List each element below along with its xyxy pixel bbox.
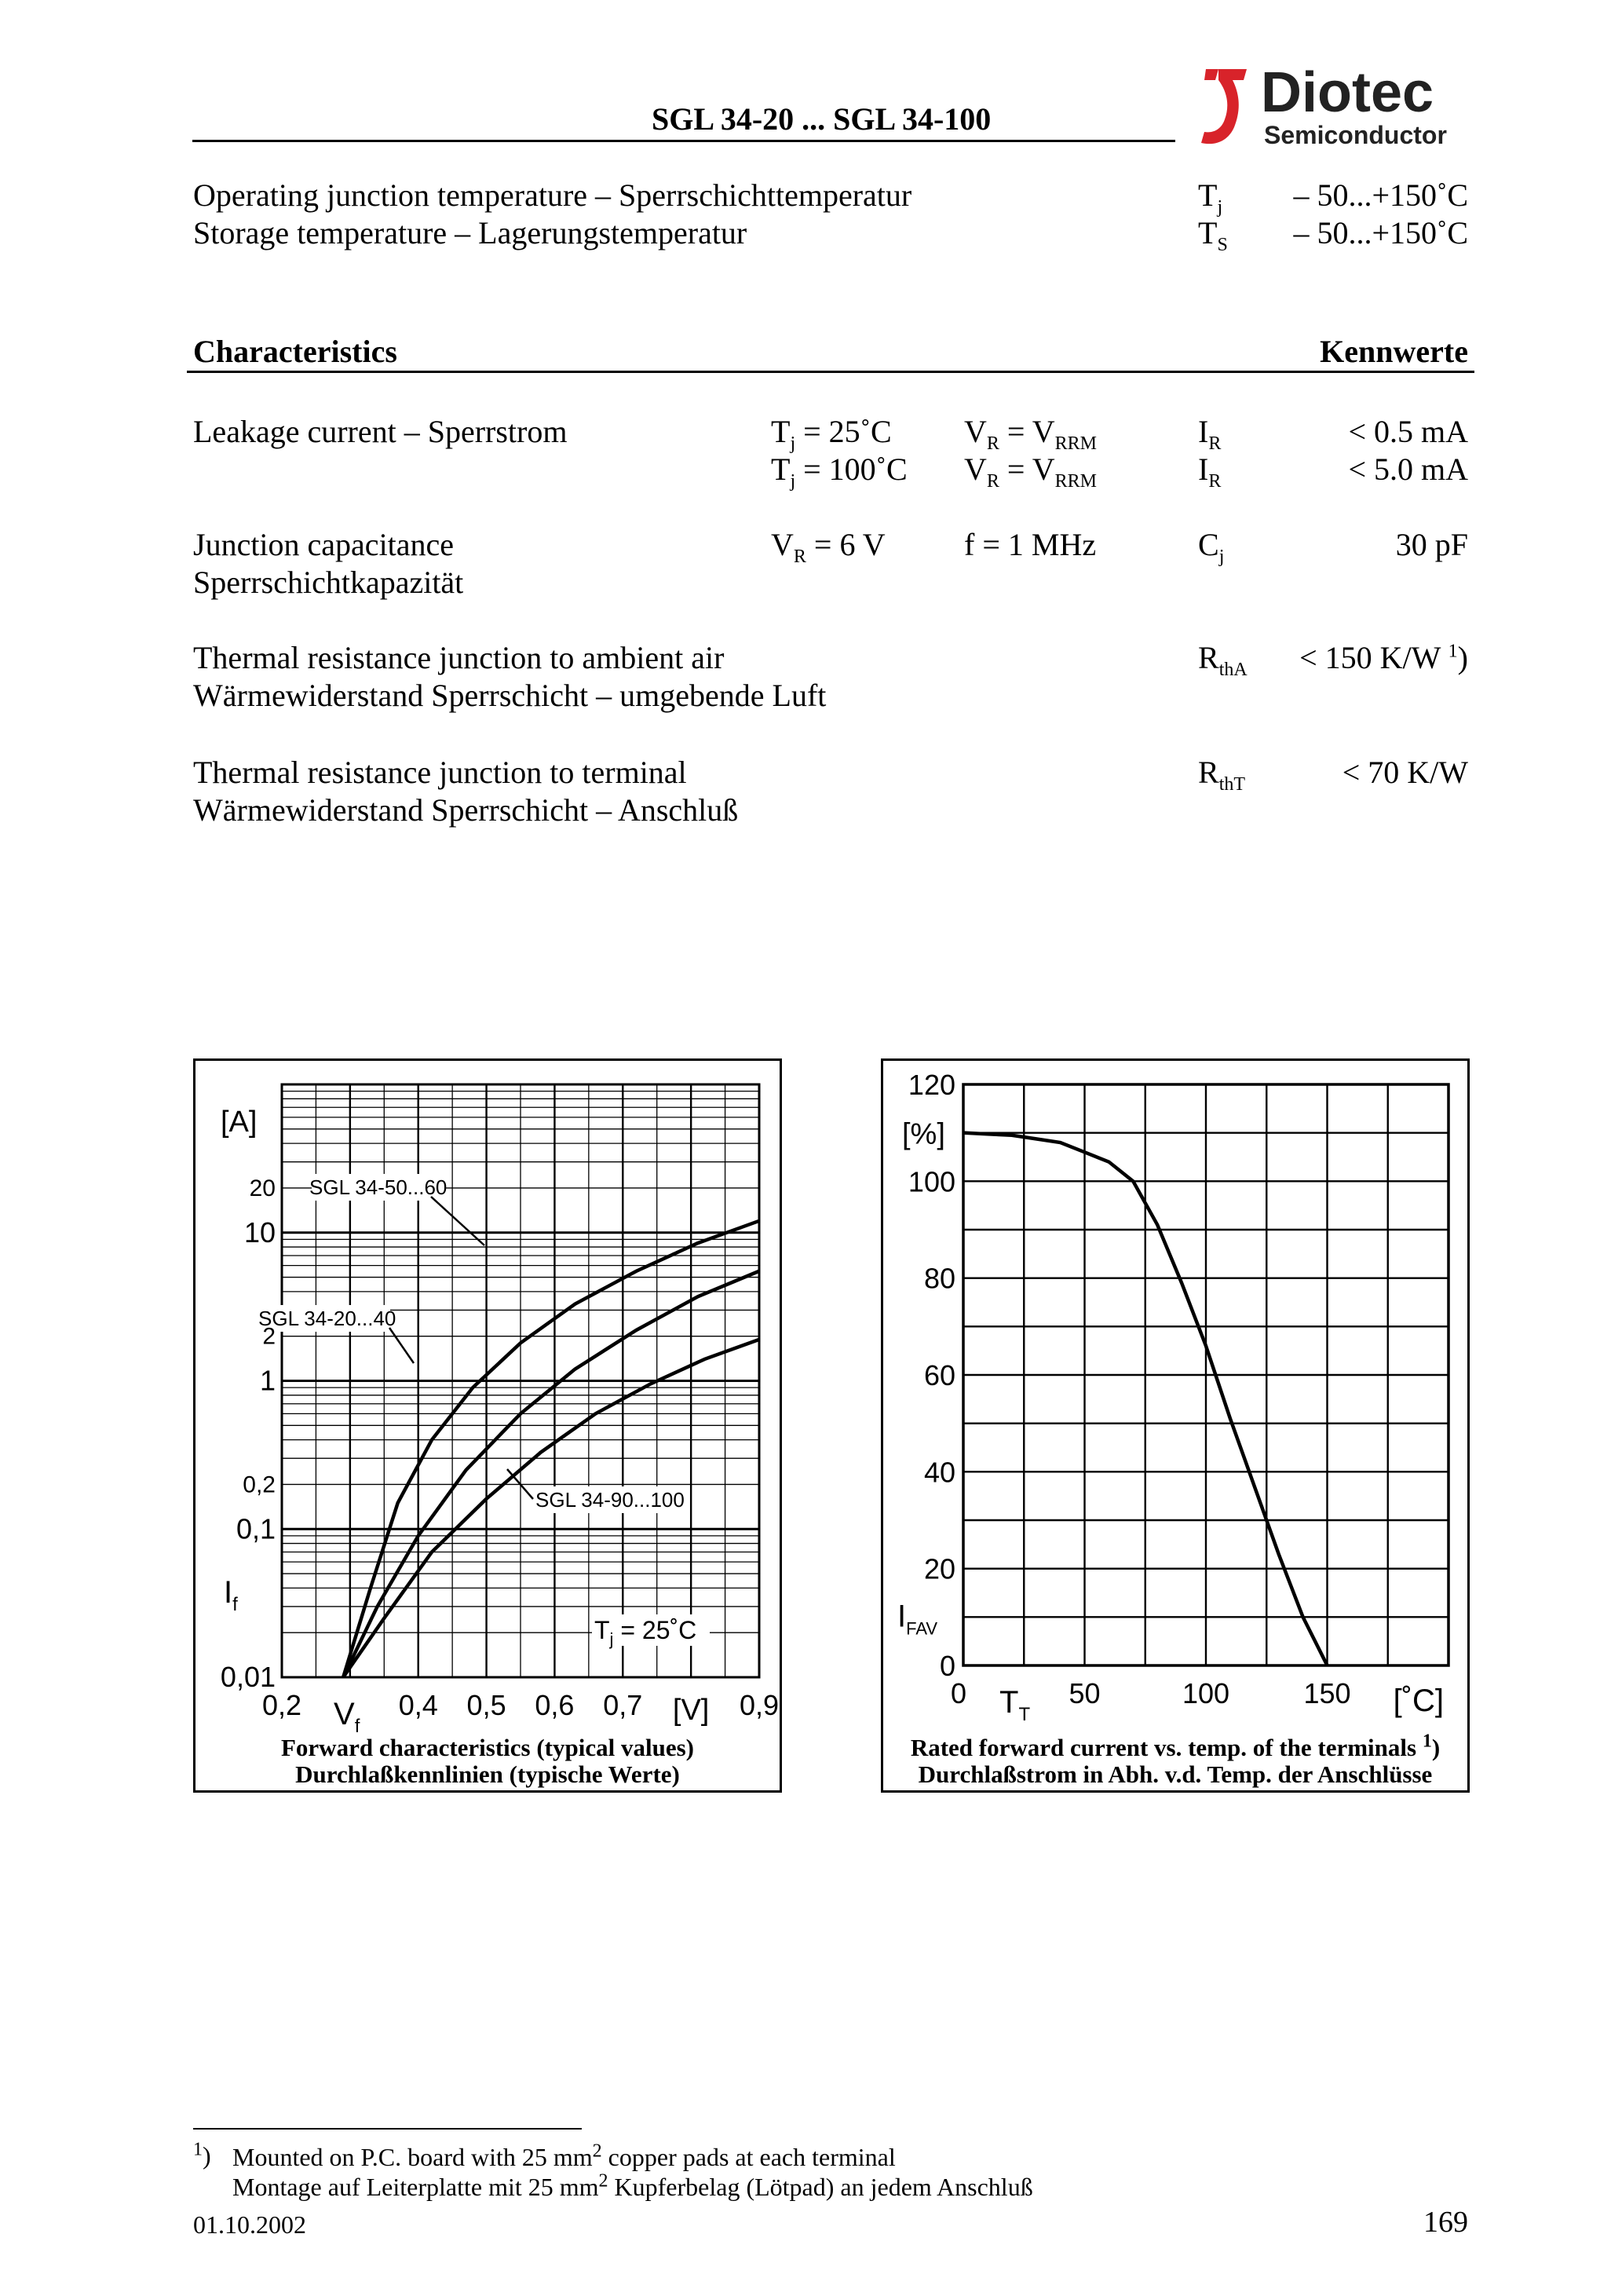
y-tick-label: 80 [923,1262,955,1295]
capacitance-cond-voltage: $V_R = 6$ V [771,527,886,567]
page-title: SGL 34-20 ... SGL 34-100 [652,101,992,137]
footnote-rule [193,2128,582,2130]
rtht-label: Thermal resistance junction to terminal [193,755,687,790]
forward-characteristics-chart [193,1058,782,1793]
capacitance-value: 30 pF [1395,527,1468,562]
x-axis-unit: [˚C] [1393,1684,1444,1718]
rating-symbol: $T_j$ [1198,177,1223,218]
rtht-value: < 70 K/W [1342,755,1468,790]
leakage-label: Leakage current – Sperrstrom [193,414,568,449]
x-axis-unit: [V] [672,1694,710,1727]
chart-caption-de: Durchlaßstrom in Abh. v.d. Temp. der Anschlüsse [918,1760,1433,1788]
rated-current-chart-svg [883,1061,1467,1790]
series-leader [431,1197,484,1245]
x-tick-label: 0,5 [466,1689,506,1721]
leakage-value: < 0.5 mA [1348,414,1468,449]
x-tick-label: 0,4 [398,1689,438,1721]
y-tick-label: 0,01 [220,1661,276,1693]
x-tick-label: 50 [1069,1677,1101,1709]
y-axis-unit: [%] [902,1117,945,1151]
rating-symbol: $T_S$ [1198,215,1228,255]
y-axis-label: $I_f$ [224,1575,238,1615]
capacitance-cond-freq: f = 1 MHz [964,527,1097,562]
leakage-value: < 5.0 mA [1348,452,1468,487]
rated-current-chart [881,1058,1470,1793]
y-tick-label: 10 [243,1216,276,1249]
diotec-logo-icon [1195,64,1258,151]
y-tick-label: 2 [262,1323,276,1350]
series-label: SGL 34-50...60 [309,1175,448,1199]
x-tick-label: 0,7 [603,1689,643,1721]
x-tick-label: 0,9 [739,1689,780,1721]
rtht-label-de: Wärmewiderstand Sperrschicht – Anschluß [193,792,739,828]
section-heading-de: Kennwerte [1320,334,1468,369]
y-tick-label: 100 [908,1165,955,1198]
chart-caption: Rated forward current vs. temp. of the terminals $^1$) [910,1731,1441,1761]
series-label: SGL 34-20...40 [258,1307,396,1330]
rating-label: Operating junction temperature – Sperrschichttemperatur [193,177,912,213]
series-label: SGL 34-90...100 [535,1488,685,1512]
leakage-cond-temp: $T_j$ = 25˚C [771,414,892,454]
rtha-label: Thermal resistance junction to ambient air [193,640,725,675]
chart-caption-de: Durchlaßkennlinien (typische Werte) [295,1760,680,1788]
y-axis-unit: [A] [221,1106,258,1139]
leakage-symbol: $I_R$ [1198,452,1222,492]
y-axis-label: $I_{FAV}$ [897,1599,938,1639]
section-rule [187,371,1474,373]
chart-caption: Forward characteristics (typical values) [280,1734,694,1761]
leakage-cond-voltage: $V_R = V_{RRM}$ [964,414,1097,454]
y-tick-label: 120 [908,1069,955,1101]
leakage-cond-voltage: $V_R = V_{RRM}$ [964,452,1097,492]
leakage-cond-temp: $T_j$ = 100˚C [771,452,908,492]
rating-label: Storage temperature – Lagerungstemperatur [193,215,747,250]
x-axis-label: $V_f$ [334,1697,360,1737]
forward-chart-svg [195,1061,780,1790]
capacitance-symbol: $C_j$ [1198,527,1225,567]
series-leader [389,1328,414,1363]
y-tick-label: 0 [939,1650,955,1682]
diotec-logo [1195,61,1478,151]
x-tick-label: 100 [1182,1677,1230,1709]
footnote-mark: $^1$) [193,2139,211,2170]
section-heading: Characteristics [193,334,397,369]
y-tick-label: 40 [923,1456,955,1489]
leakage-symbol: $I_R$ [1198,414,1222,454]
y-tick-label: 60 [923,1359,955,1391]
x-tick-label: 0,6 [535,1689,575,1721]
x-tick-label: 0 [950,1677,967,1709]
footer-date: 01.10.2002 [193,2210,306,2239]
rtht-symbol: $R_{thT}$ [1198,755,1246,795]
series-line [343,1221,759,1677]
x-axis-label: $T_T$ [999,1685,1031,1725]
rtha-symbol: $R_{thA}$ [1198,640,1248,680]
y-tick-label: 20 [249,1175,276,1201]
footnote-line-de: Montage auf Leiterplatte mit 25 $mm^2$ Kupferbelag (Lötpad) an jedem Anschluß [232,2170,1033,2201]
logo-name: Diotec [1261,61,1434,124]
capacitance-label-de: Sperrschichtkapazität [193,565,464,600]
x-tick-label: 0,2 [261,1689,302,1721]
x-tick-label: 150 [1303,1677,1351,1709]
y-tick-label: 20 [923,1552,955,1585]
condition-label: $T_j$ = 25˚C [594,1616,697,1649]
rtha-value: < 150 K/W $^1$) [1299,640,1468,675]
page-number: 169 [1423,2206,1468,2239]
footnote-line-en: Mounted on P.C. board with 25 $mm^2$ copper pads at each terminal [232,2141,896,2171]
capacitance-label: Junction capacitance [193,527,455,562]
logo-subtitle: Semiconductor [1264,121,1447,149]
y-tick-label: 1 [259,1364,276,1397]
y-tick-label: 0,2 [243,1472,276,1498]
y-tick-label: 0,1 [236,1512,276,1545]
header-rule [192,140,1175,142]
rating-value: – 50...+150˚C [1293,177,1468,213]
rtha-label-de: Wärmewiderstand Sperrschicht – umgebende Luft [193,678,827,713]
rating-value: – 50...+150˚C [1293,215,1468,250]
